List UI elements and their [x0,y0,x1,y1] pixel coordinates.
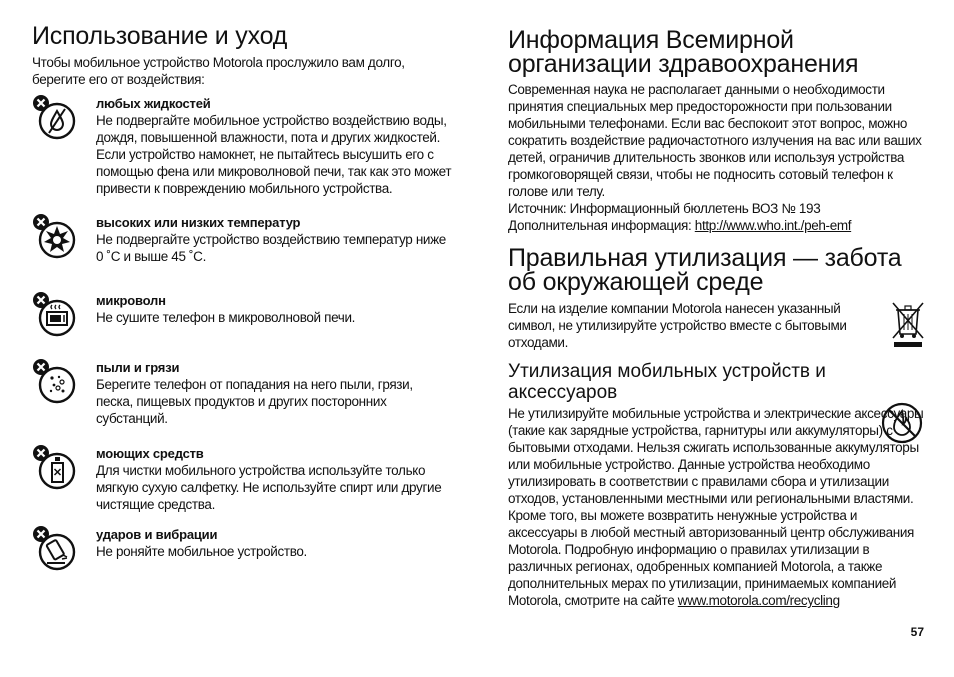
liquid-drop-icon [32,94,80,142]
recycle-title: Правильная утилизация — забота об окружающей среде [508,244,902,296]
recycling-link[interactable]: www.motorola.com/recycling [677,593,840,608]
no-fire-icon [880,401,924,445]
who-more-info [508,217,928,234]
who-link[interactable]: http://www.who.int./peh-emf [694,218,852,233]
care-item-microwave [32,293,452,326]
care-item-heading: любых жидкостей [96,96,211,111]
care-item-text: Для чистки мобильного устройства используйте только мягкую сухую салфетку. Не используйте спирт или другие чистящие средства. [96,463,442,512]
dust-icon [32,358,80,406]
extreme-temperature-icon [32,213,80,261]
drop-impact-icon [32,525,80,573]
disposal-body: Не утилизируйте мобильные устройства и электрические аксессуары (такие как зарядные устройства, гарнитуры или аккумуляторы) с бытовыми отходами. Нельзя сжигать использованные аккумуляторы или мобильные устройство. Данные устройства необходимо утилизировать в соответствии с правилами сбора и утилизации отходов, установленными местными или региональными властями. Кроме того, вы можете возвратить ненужные устройства и аксессуары в любой местный авторизованный центр обслуживания Motorola. Подробную информацию о правилах утилизации в различных регионах, одобренных компанией Motorola, а также дополнительных мерах по утилизации, принимаемых компанией Motorola, смотрите на сайте [508,406,924,608]
left-column [32,24,452,560]
care-item-text: Берегите телефон от попадания на него пыли, грязи, песка, пищевых продуктов и других посторонних субстанций. [96,377,413,426]
care-item-heading: ударов и вибрации [96,527,218,542]
disposal-block [508,405,928,609]
who-more-label: Дополнительная информация: [508,218,695,233]
who-source: Источник: Информационный бюллетень ВОЗ № 193 [508,201,821,216]
care-item-text: Не роняйте мобильное устройство. [96,544,307,559]
care-title: Использование и уход [32,22,288,50]
care-item-heading: пыли и грязи [96,360,180,375]
who-text: Современная наука не располагает данными о необходимости принятия специальных мер предосторожности при пользовании мобильными телефонами. Если вас беспокоит этот вопрос, можно сократить воздействие радиочастотного излучения на вас или ваших детей, ограничив длительность звонков или используя устройства громкоговорящей связи, чтобы не подносить сотовый телефон к голове или телу. [508,82,922,199]
care-item-shock [32,527,452,560]
care-item-heading: моющих средств [96,446,204,461]
care-item-text: Не подвергайте устройство воздействию температур ниже 0 ˚C и выше 45 ˚C. [96,232,446,264]
care-item-liquids [32,96,452,197]
who-title: Информация Всемирной организации здравоохранения [508,26,859,78]
microwave-icon [32,291,80,339]
care-item-dust [32,360,452,427]
recycle-text: Если на изделие компании Motorola нанесен указанный символ, не утилизируйте устройство вместе с бытовыми отходами. [508,301,847,350]
care-intro: Чтобы мобильное устройство Motorola прослужило вам долго, берегите его от воздействия: [32,55,405,87]
right-column [508,24,928,609]
recycle-block [508,300,928,351]
cleaning-bottle-icon [32,444,80,492]
disposal-text [508,405,926,609]
disposal-title: Утилизация мобильных устройств и аксессуаров [508,361,826,403]
page-number: 57 [910,625,924,639]
care-item-text: Не подвергайте мобильное устройство воздействию воды, дождя, повышенной влажности, пота и других жидкостей. Если устройство намокнет, не пытайтесь высушить его с помощью фена или микроволновой печи, так как это может привести к повреждению мобильного устройства. [96,113,452,196]
care-item-cleaning [32,446,452,513]
crossed-out-bin-icon [888,298,928,350]
care-item-heading: высоких или низких температур [96,215,301,230]
care-item-temperature [32,215,452,265]
care-item-heading: микроволн [96,293,166,308]
care-item-text: Не сушите телефон в микроволновой печи. [96,310,356,325]
